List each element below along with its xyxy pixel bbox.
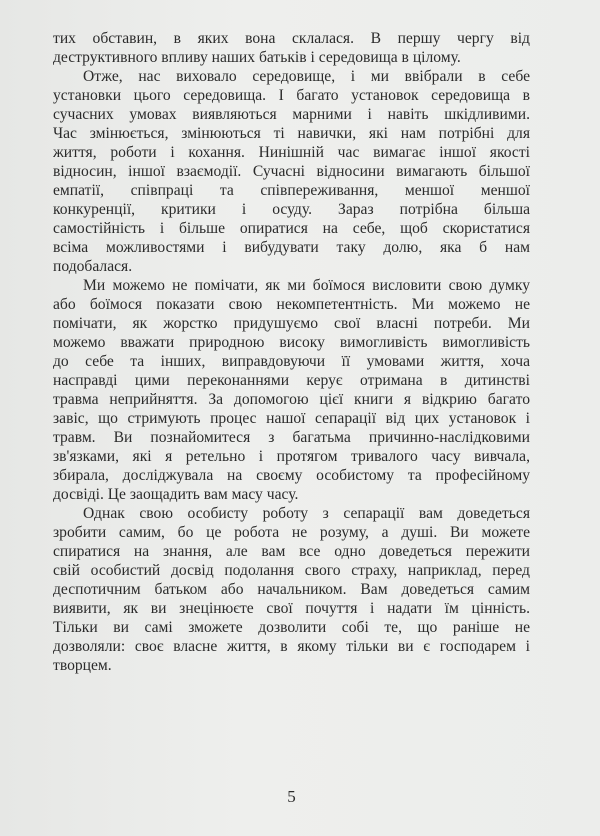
paragraph <box>53 504 530 675</box>
text-line: свій особистий досвід подолання свого страху, наприклад, перед <box>53 562 530 579</box>
text-line: установки цього середовища. І багато установок середовища в <box>53 87 530 104</box>
text-line: тих обставин, в яких вона склалася. В першу чергу від <box>53 30 530 47</box>
text-line: травм. Ви познайомитеся з багатьма причинно-наслідковими <box>53 429 530 446</box>
text-line: відносин, іншої взаємодії. Сучасні відносини вимагають більшої <box>53 163 530 180</box>
text-line: завіс, що стримують процес нашої сепарації від цих установок і <box>53 410 530 427</box>
text-line: насправді цими переконаннями керує отримана в дитинстві <box>53 372 530 389</box>
text-line: Отже, нас виховало середовище, і ми ввібрали в себе <box>83 68 530 85</box>
text-line: зробити самим, бо це робота не розуму, а душі. Ви можете <box>53 524 530 541</box>
text-line: сучасних умовах виявляються марними і навіть шкідливими. <box>53 106 530 123</box>
text-line: деструктивного впливу наших батьків і середовища в цілому. <box>53 49 461 66</box>
paragraph <box>53 29 530 67</box>
text-line: самостійність і більше опиратися на себе, щоб скористатися <box>53 220 530 237</box>
page-number: 5 <box>287 787 296 806</box>
paragraph <box>53 276 530 504</box>
text-line: життя, роботи і кохання. Нинішній час вимагає іншої якості <box>53 144 530 161</box>
text-line: всіма можливостями і вибудувати таку долю, яка б нам <box>53 239 530 256</box>
text-line: Час змінюється, змінюються ті навички, які нам потрібні для <box>53 125 530 142</box>
text-line: зв'язками, які я ретельно і протягом тривалого часу вивчала, <box>53 448 530 465</box>
text-line: Тільки ви самі зможете дозволити собі те, що раніше не <box>53 619 530 636</box>
text-line: можемо вважати природною високу вимогливість вимогливість <box>53 334 530 351</box>
text-line: деспотичним батьком або начальником. Вам доведеться самим <box>53 581 530 598</box>
text-line: виявити, як ви знецінюєте свої почуття і надати їм цінність. <box>53 600 530 617</box>
text-line: досвіді. Це заощадить вам масу часу. <box>53 486 299 503</box>
text-line: або боїмося показати свою некомпетентність. Ми можемо не <box>53 296 530 313</box>
paragraph <box>53 67 530 276</box>
body-text <box>53 29 530 675</box>
text-line: дозволяли: своє власне життя, в якому тільки ви є господарем і <box>53 638 530 655</box>
text-line: збирала, досліджувала на своєму особистому та професійному <box>53 467 530 484</box>
text-line: Однак свою особисту роботу з сепарації вам доведеться <box>83 505 530 522</box>
text-line: спиратися на знання, але вам все одно доведеться пережити <box>53 543 530 560</box>
text-line: емпатії, співпраці та співпереживання, меншої меншої <box>53 182 530 199</box>
text-line: конкуренції, критики і осуду. Зараз потрібна більша <box>53 201 530 218</box>
text-line: творцем. <box>53 657 112 674</box>
text-line: подобалася. <box>53 258 133 275</box>
text-line: до себе та інших, виправдовуючи її умовами життя, хоча <box>53 353 530 370</box>
text-line: помічати, як жорстко придушуємо свої власні потреби. Ми <box>53 315 530 332</box>
text-line: Ми можемо не помічати, як ми боїмося висловити свою думку <box>83 277 530 294</box>
text-line: травма неприйняття. За допомогою цієї книги я відкрию багато <box>53 391 530 408</box>
